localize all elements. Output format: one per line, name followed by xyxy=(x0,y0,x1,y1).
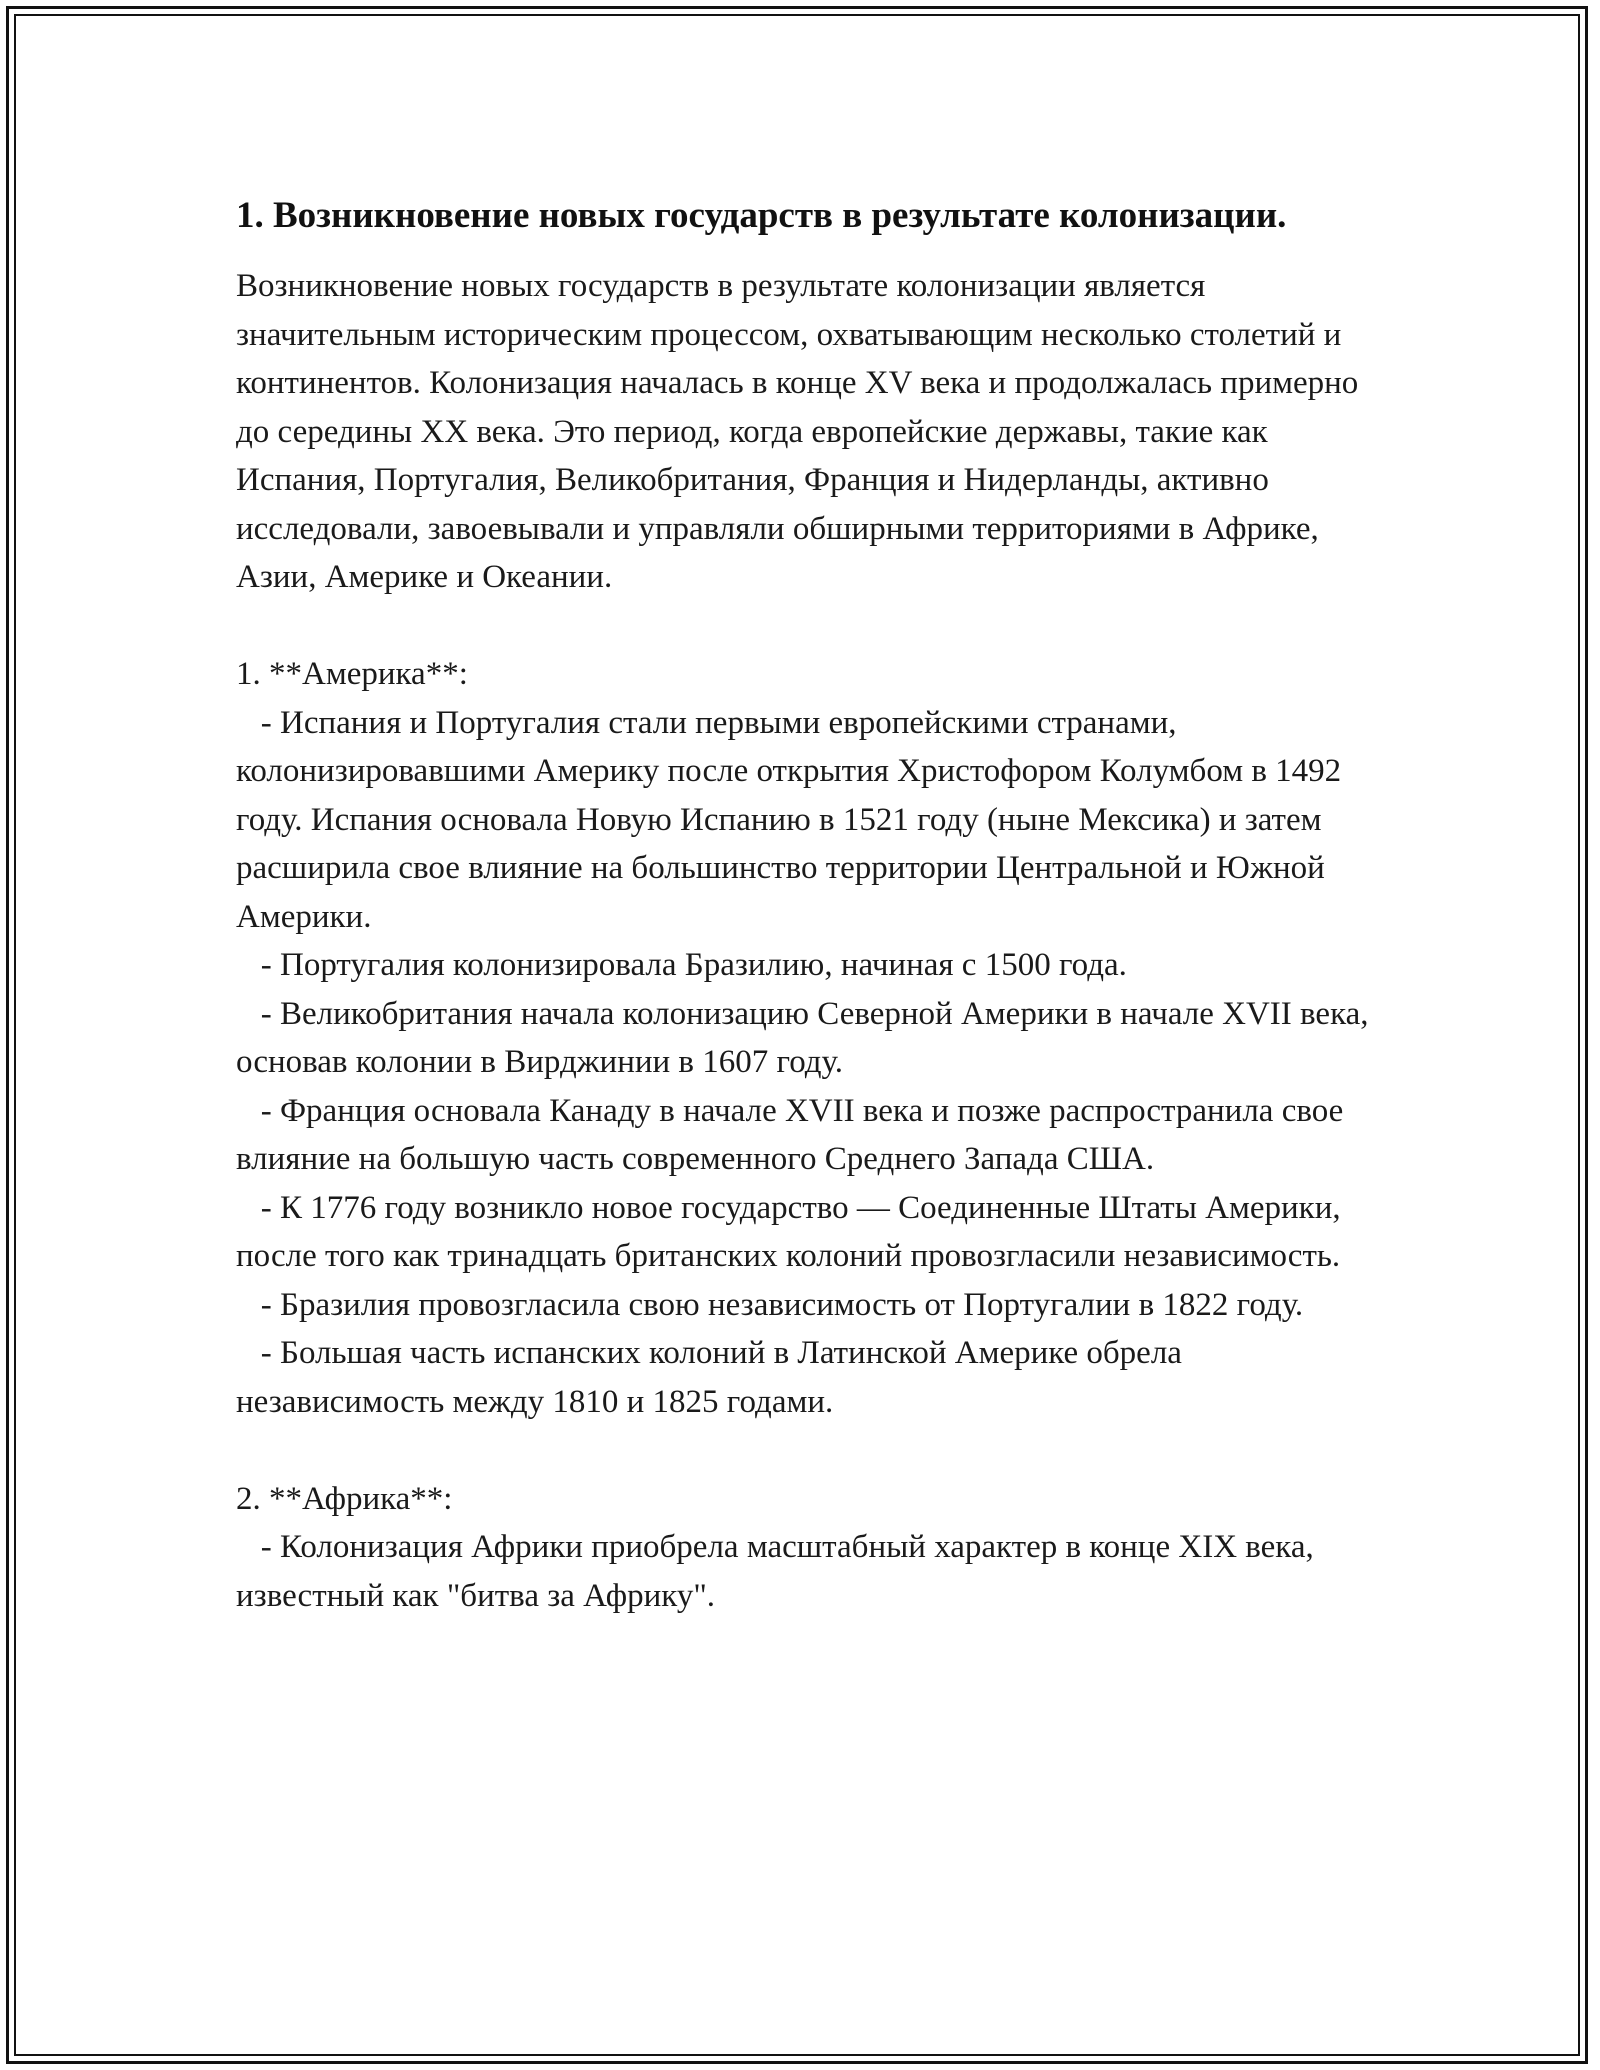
spacer xyxy=(236,602,1381,651)
document-heading: 1. Возникновение новых государств в результате колонизации. xyxy=(236,195,1287,236)
section-title-america: 1. **Америка**: xyxy=(236,656,468,692)
list-item: - Большая часть испанских колоний в Латинской Америке обрела независимость между 1810 и 1825 годами. xyxy=(236,1335,1191,1420)
section-title-africa: 2. **Африка**: xyxy=(236,1480,453,1517)
list-item: - К 1776 году возникло новое государство — Соединенные Штаты Америки, после того как тринадцать британских колоний провозгласили независимость. xyxy=(236,1189,1349,1274)
list-item: - Франция основала Канаду в начале XVII века и позже распространила свое влияние на большую часть современного Среднего Запада США. xyxy=(236,1092,1352,1177)
list-item: - Испания и Португалия стали первыми европейскими странами, колонизировавшими Америку после открытия Христофором Колумбом в 1492 году. Испания основала Новую Испанию в 1521 году (ныне Мексика) и затем расширила свое влияние на большинство территории Центральной и Южной Америки. xyxy=(236,704,1350,935)
spacer xyxy=(236,1426,1381,1475)
list-item: - Португалия колонизировала Бразилию, начиная с 1500 года. xyxy=(236,947,1127,983)
list-item: - Бразилия провозгласила свою независимость от Португалии в 1822 году. xyxy=(236,1286,1304,1323)
list-item: - Колонизация Африки приобрела масштабный характер в конце XIX века, известный как "битва за Африку". xyxy=(236,1529,1322,1614)
document-body xyxy=(236,188,1381,1620)
list-item: - Великобритания начала колонизацию Северной Америки в начале XVII века, основав колонии в Вирджинии в 1607 году. xyxy=(236,995,1377,1080)
intro-paragraph: Возникновение новых государств в результате колонизации является значительным историческим процессом, охватывающим несколько столетий и континентов. Колонизация началась в конце XV века и продолжалась примерно до середины XX века. Это период, когда европейские державы, такие как Испания, Португалия, Великобритания, Франция и Нидерланды, активно исследовали, завоевывали и управляли обширными территориями в Африке, Азии, Америке и Океании. xyxy=(236,268,1367,595)
